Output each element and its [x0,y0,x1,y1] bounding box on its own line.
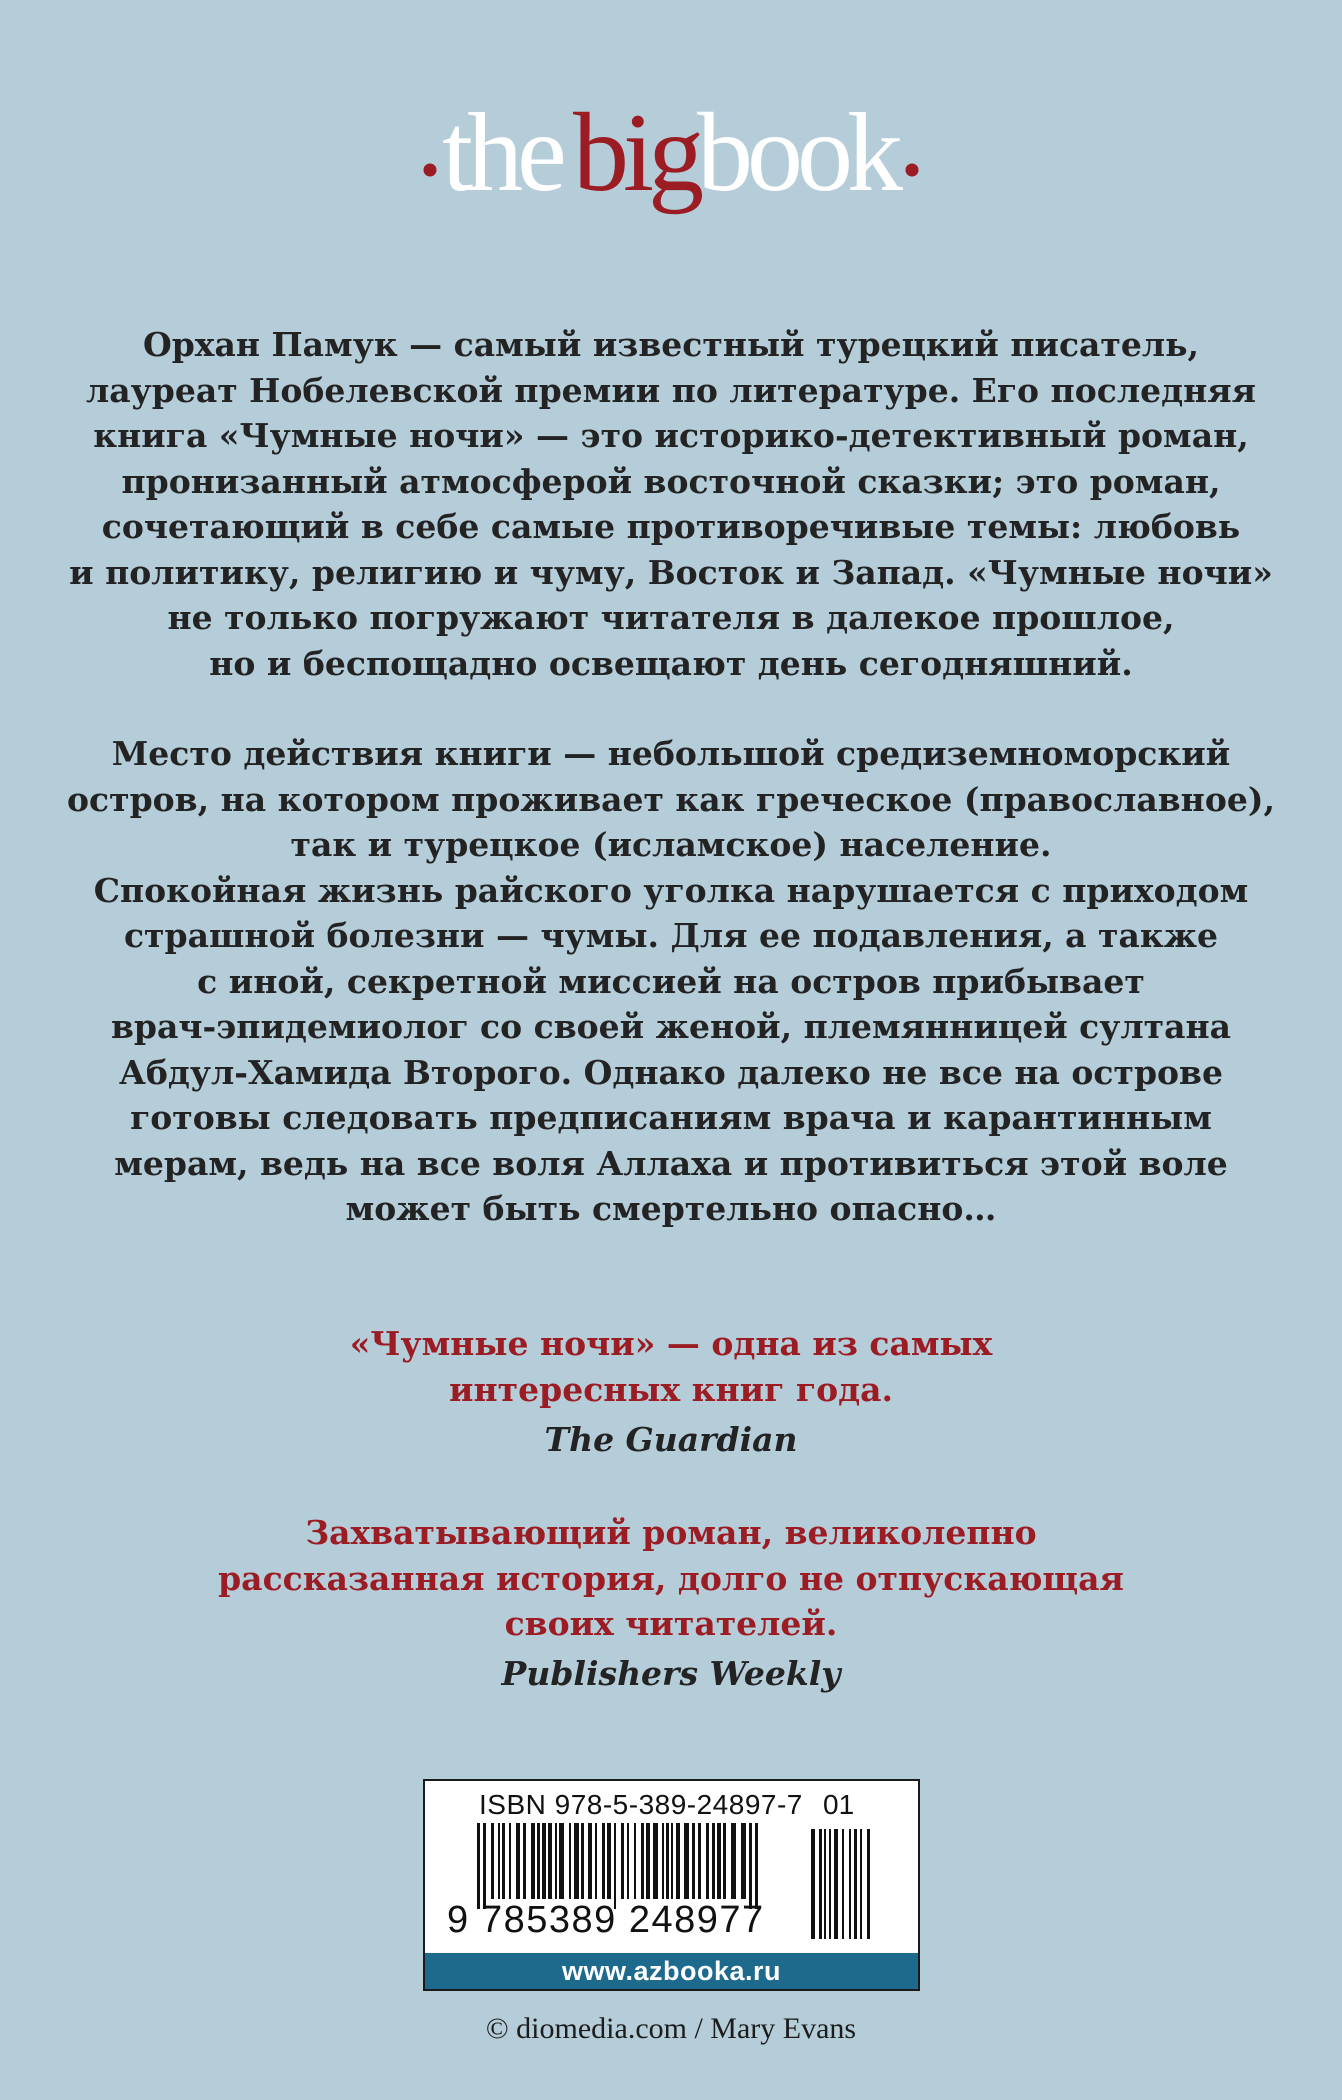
desc-line: не только погружают читателя в далекое прошлое, [167,598,1175,637]
quote-line: своих читателей. [504,1604,838,1643]
quote-line: интересных книг года. [449,1369,893,1409]
thebigbook-logo [0,70,1342,245]
description-paragraph-2 [60,731,1282,1232]
desc-line: Место действия книги — небольшой средиземноморский [111,734,1231,773]
desc-line: готовы следовать предписаниям врача и карантинным [130,1098,1212,1137]
desc-line: Спокойная жизнь райского уголка нарушается с приходом [93,870,1249,910]
barcode-block [423,1779,920,1991]
publisher-url[interactable]: www.azbooka.ru [425,1953,918,1989]
desc-line: и политику, религию и чуму, Восток и Запад. «Чумные ночи» [69,552,1273,592]
logo-dot-right [906,164,919,177]
review-quote-2 [60,1510,1282,1647]
barcode-addon: 01 [823,1789,855,1820]
desc-line: Орхан Памук — самый известный турецкий писатель, [142,325,1200,364]
barcode-first-digit: 9 [447,1899,469,1941]
desc-line: книга «Чумные ночи» — это историко-детективный роман, [93,416,1249,455]
desc-line: врач-эпидемиолог со своей женой, племянницей султана [110,1007,1232,1046]
quote-line: рассказанная история, долго не отпускающая [218,1558,1124,1598]
isbn-label: ISBN 978-5-389-24897-7 [479,1789,803,1820]
review-quote-1 [60,1321,1282,1412]
desc-line: Абдул-Хамида Второго. Однако далеко не все на острове [119,1052,1223,1092]
photo-credit: © diomedia.com / Mary Evans [485,2012,857,2045]
logo-dot-left [424,164,437,177]
quote-line: Захватывающий роман, великолепно [305,1513,1037,1552]
desc-line: остров, на котором проживает как греческое (православное), [67,779,1275,819]
desc-line: может быть смертельно опасно… [345,1189,997,1228]
desc-line: пронизанный атмосферой восточной сказки; это роман, [121,461,1221,501]
logo-big: big [573,91,699,215]
desc-line: мерам, ведь на все воля Аллаха и противиться этой воле [114,1143,1228,1183]
desc-line: страшной болезни — чумы. Для ее подавления, а также [123,916,1219,955]
review-source-2: Publishers Weekly [501,1654,841,1693]
desc-line: сочетающий в себе самые противоречивые темы: любовь [101,507,1241,546]
desc-line: но и беспощадно освещают день сегодняшний. [209,643,1133,683]
review-source-1: The Guardian [544,1420,798,1459]
barcode-digits: 785389 248977 [481,1899,765,1941]
logo-the: the [442,91,561,215]
quote-line: «Чумные ночи» — одна из самых [349,1324,993,1363]
desc-line: с иной, секретной миссией на остров прибывает [197,961,1145,1001]
desc-line: лауреат Нобелевской премии по литературе. Его последняя [85,370,1256,410]
desc-line: так и турецкое (исламское) население. [290,825,1052,864]
description-paragraph-1 [60,322,1282,686]
logo-book: book [697,91,897,215]
